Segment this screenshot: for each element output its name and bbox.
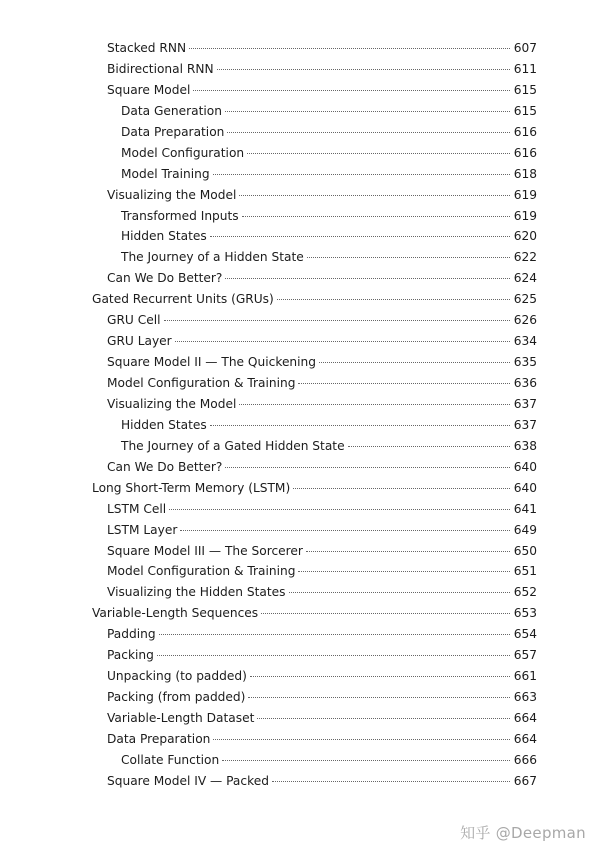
toc-entry-page-number: 619 xyxy=(513,208,537,223)
dot-leader xyxy=(239,404,509,405)
toc-entry-page-number: 641 xyxy=(513,501,537,516)
dot-leader xyxy=(225,111,510,112)
toc-entry-title: GRU Cell xyxy=(107,313,161,328)
toc-entry-page-number: 663 xyxy=(513,690,537,705)
toc-entry-title: Visualizing the Hidden States xyxy=(107,585,286,600)
toc-entry[interactable] xyxy=(92,226,537,247)
toc-entry-page-number: 607 xyxy=(513,41,537,55)
toc-entry-title: Collate Function xyxy=(121,752,220,767)
toc-entry-page-number: 619 xyxy=(513,187,537,202)
toc-entry[interactable] xyxy=(92,310,537,331)
toc-entry-title: Stacked RNN xyxy=(107,41,187,55)
toc-entry-page-number: 649 xyxy=(513,522,537,537)
toc-entry-page-number: 654 xyxy=(513,627,537,642)
toc-entry[interactable] xyxy=(92,457,537,478)
dot-leader xyxy=(250,676,510,677)
dot-leader xyxy=(307,257,510,258)
toc-entry[interactable] xyxy=(92,143,537,164)
toc-entry-page-number: 636 xyxy=(513,376,537,390)
toc-entry[interactable] xyxy=(92,289,537,310)
toc-entry-page-number: 637 xyxy=(513,417,537,432)
dot-leader xyxy=(242,216,510,217)
toc-entry-title: Padding xyxy=(107,627,156,642)
toc-entry-page-number: 640 xyxy=(513,480,537,495)
toc-entry-title: Visualizing the Model xyxy=(107,187,237,202)
toc-entry-page-number: 667 xyxy=(513,773,537,788)
toc-entry[interactable] xyxy=(92,520,537,541)
dot-leader xyxy=(247,153,510,154)
toc-entry-title: LSTM Cell xyxy=(107,501,167,516)
toc-entry-title: Model Configuration xyxy=(121,145,245,160)
toc-entry-page-number: 657 xyxy=(513,648,537,663)
toc-entry-page-number: 640 xyxy=(513,459,537,474)
toc-entry[interactable] xyxy=(92,80,537,101)
toc-entry[interactable] xyxy=(92,164,537,185)
dot-leader xyxy=(175,341,510,342)
toc-entry[interactable] xyxy=(92,645,537,666)
toc-entry-title: Data Preparation xyxy=(121,124,225,139)
dot-leader xyxy=(306,551,510,552)
dot-leader xyxy=(189,48,510,49)
toc-entry[interactable] xyxy=(92,247,537,268)
dot-leader xyxy=(257,718,509,719)
toc-entry-title: Data Preparation xyxy=(107,731,211,746)
toc-entry[interactable] xyxy=(92,582,537,603)
toc-entry-title: Square Model xyxy=(107,82,191,97)
dot-leader xyxy=(239,195,509,196)
toc-entry-title: Long Short-Term Memory (LSTM) xyxy=(92,480,291,495)
dot-leader xyxy=(217,69,510,70)
toc-entry-title: LSTM Layer xyxy=(107,522,178,537)
toc-entry-title: Can We Do Better? xyxy=(107,271,223,286)
toc-entry[interactable] xyxy=(92,415,537,436)
dot-leader xyxy=(272,781,510,782)
toc-entry[interactable] xyxy=(92,206,537,227)
toc-entry-title: Gated Recurrent Units (GRUs) xyxy=(92,292,274,307)
toc-entry-title: The Journey of a Hidden State xyxy=(121,250,304,265)
toc-entry-title: Data Generation xyxy=(121,103,222,118)
toc-entry[interactable] xyxy=(92,561,537,582)
dot-leader xyxy=(348,446,510,447)
dot-leader xyxy=(180,530,509,531)
dot-leader xyxy=(289,592,510,593)
toc-entry-page-number: 661 xyxy=(513,669,537,684)
toc-entry-page-number: 625 xyxy=(513,292,537,307)
toc-entry-title: Hidden States xyxy=(121,417,207,432)
toc-entry-page-number: 635 xyxy=(513,355,537,370)
toc-entry-page-number: 620 xyxy=(513,229,537,244)
dot-leader xyxy=(319,362,510,363)
toc-entry[interactable] xyxy=(92,59,537,80)
dot-leader xyxy=(248,697,509,698)
toc-entry-title: Unpacking (to padded) xyxy=(107,669,247,684)
toc-entry-page-number: 652 xyxy=(513,585,537,600)
toc-entry-page-number: 650 xyxy=(513,543,537,558)
toc-entry-page-number: 615 xyxy=(513,82,537,97)
dot-leader xyxy=(298,571,509,572)
toc-entry-page-number: 651 xyxy=(513,564,537,579)
toc-entry-title: Hidden States xyxy=(121,229,207,244)
toc-entry[interactable] xyxy=(92,687,537,708)
dot-leader xyxy=(169,509,510,510)
toc-entry-page-number: 626 xyxy=(513,313,537,328)
toc-entry[interactable] xyxy=(92,666,537,687)
dot-leader xyxy=(225,278,509,279)
toc-entry-page-number: 618 xyxy=(513,166,537,181)
toc-entry[interactable] xyxy=(92,101,537,122)
toc-entry[interactable] xyxy=(92,394,537,415)
toc-entry-title: GRU Layer xyxy=(107,334,172,349)
toc-entry-page-number: 616 xyxy=(513,124,537,139)
toc-entry-title: Packing xyxy=(107,648,154,663)
dot-leader xyxy=(261,613,510,614)
dot-leader xyxy=(193,90,509,91)
toc-entry-title: The Journey of a Gated Hidden State xyxy=(121,438,345,453)
toc-entry-title: Model Configuration & Training xyxy=(107,564,296,579)
dot-leader xyxy=(210,425,510,426)
toc-entry-title: Square Model IV — Packed xyxy=(107,773,269,788)
toc-entry-page-number: 616 xyxy=(513,145,537,160)
toc-entry-title: Variable-Length Dataset xyxy=(107,711,255,725)
toc-entry[interactable] xyxy=(92,750,537,771)
toc-entry[interactable] xyxy=(92,478,537,499)
toc-entry[interactable] xyxy=(92,708,537,729)
dot-leader xyxy=(277,299,510,300)
toc-entry[interactable] xyxy=(92,729,537,750)
dot-leader xyxy=(227,132,509,133)
toc-entry[interactable] xyxy=(92,185,537,206)
dot-leader xyxy=(298,383,509,384)
toc-entry-title: Packing (from padded) xyxy=(107,690,246,705)
toc-entry[interactable] xyxy=(92,373,537,394)
dot-leader xyxy=(213,174,510,175)
dot-leader xyxy=(210,236,510,237)
toc-entry-title: Square Model II — The Quickening xyxy=(107,355,317,370)
dot-leader xyxy=(225,467,509,468)
toc-entry[interactable] xyxy=(92,624,537,645)
toc-entry[interactable] xyxy=(92,352,537,373)
toc-entry-page-number: 664 xyxy=(513,711,537,725)
toc-entry-title: Bidirectional RNN xyxy=(107,61,214,76)
toc-entry-page-number: 653 xyxy=(513,606,537,621)
dot-leader xyxy=(222,760,510,761)
dot-leader xyxy=(159,634,510,635)
toc-entry[interactable] xyxy=(92,771,537,792)
toc-entry[interactable] xyxy=(92,541,537,562)
dot-leader xyxy=(157,655,510,656)
toc-entry-page-number: 615 xyxy=(513,103,537,118)
toc-entry-page-number: 611 xyxy=(513,61,537,76)
dot-leader xyxy=(213,739,509,740)
toc-entry-title: Square Model III — The Sorcerer xyxy=(107,543,303,558)
toc-entry-title: Model Training xyxy=(121,166,210,181)
toc-entry-page-number: 637 xyxy=(513,396,537,411)
toc-entry[interactable] xyxy=(92,603,537,624)
toc-entry[interactable] xyxy=(92,38,537,59)
toc-entry-page-number: 624 xyxy=(513,271,537,286)
toc-entry-title: Variable-Length Sequences xyxy=(92,606,259,621)
toc-entry-page-number: 634 xyxy=(513,334,537,349)
toc-entry-title: Can We Do Better? xyxy=(107,459,223,474)
zhihu-watermark: 知乎 @Deepman xyxy=(460,824,586,842)
toc-entry-page-number: 622 xyxy=(513,250,537,265)
toc-entry[interactable] xyxy=(92,331,537,352)
toc-entry-page-number: 638 xyxy=(513,438,537,453)
toc-entry-page-number: 666 xyxy=(513,752,537,767)
dot-leader xyxy=(293,488,510,489)
table-of-contents xyxy=(92,38,537,792)
toc-entry[interactable] xyxy=(92,122,537,143)
toc-entry[interactable] xyxy=(92,436,537,457)
dot-leader xyxy=(164,320,510,321)
toc-entry[interactable] xyxy=(92,499,537,520)
toc-entry[interactable] xyxy=(92,268,537,289)
toc-entry-title: Transformed Inputs xyxy=(121,208,239,223)
toc-entry-title: Model Configuration & Training xyxy=(107,376,296,390)
toc-entry-title: Visualizing the Model xyxy=(107,396,237,411)
toc-entry-page-number: 664 xyxy=(513,731,537,746)
